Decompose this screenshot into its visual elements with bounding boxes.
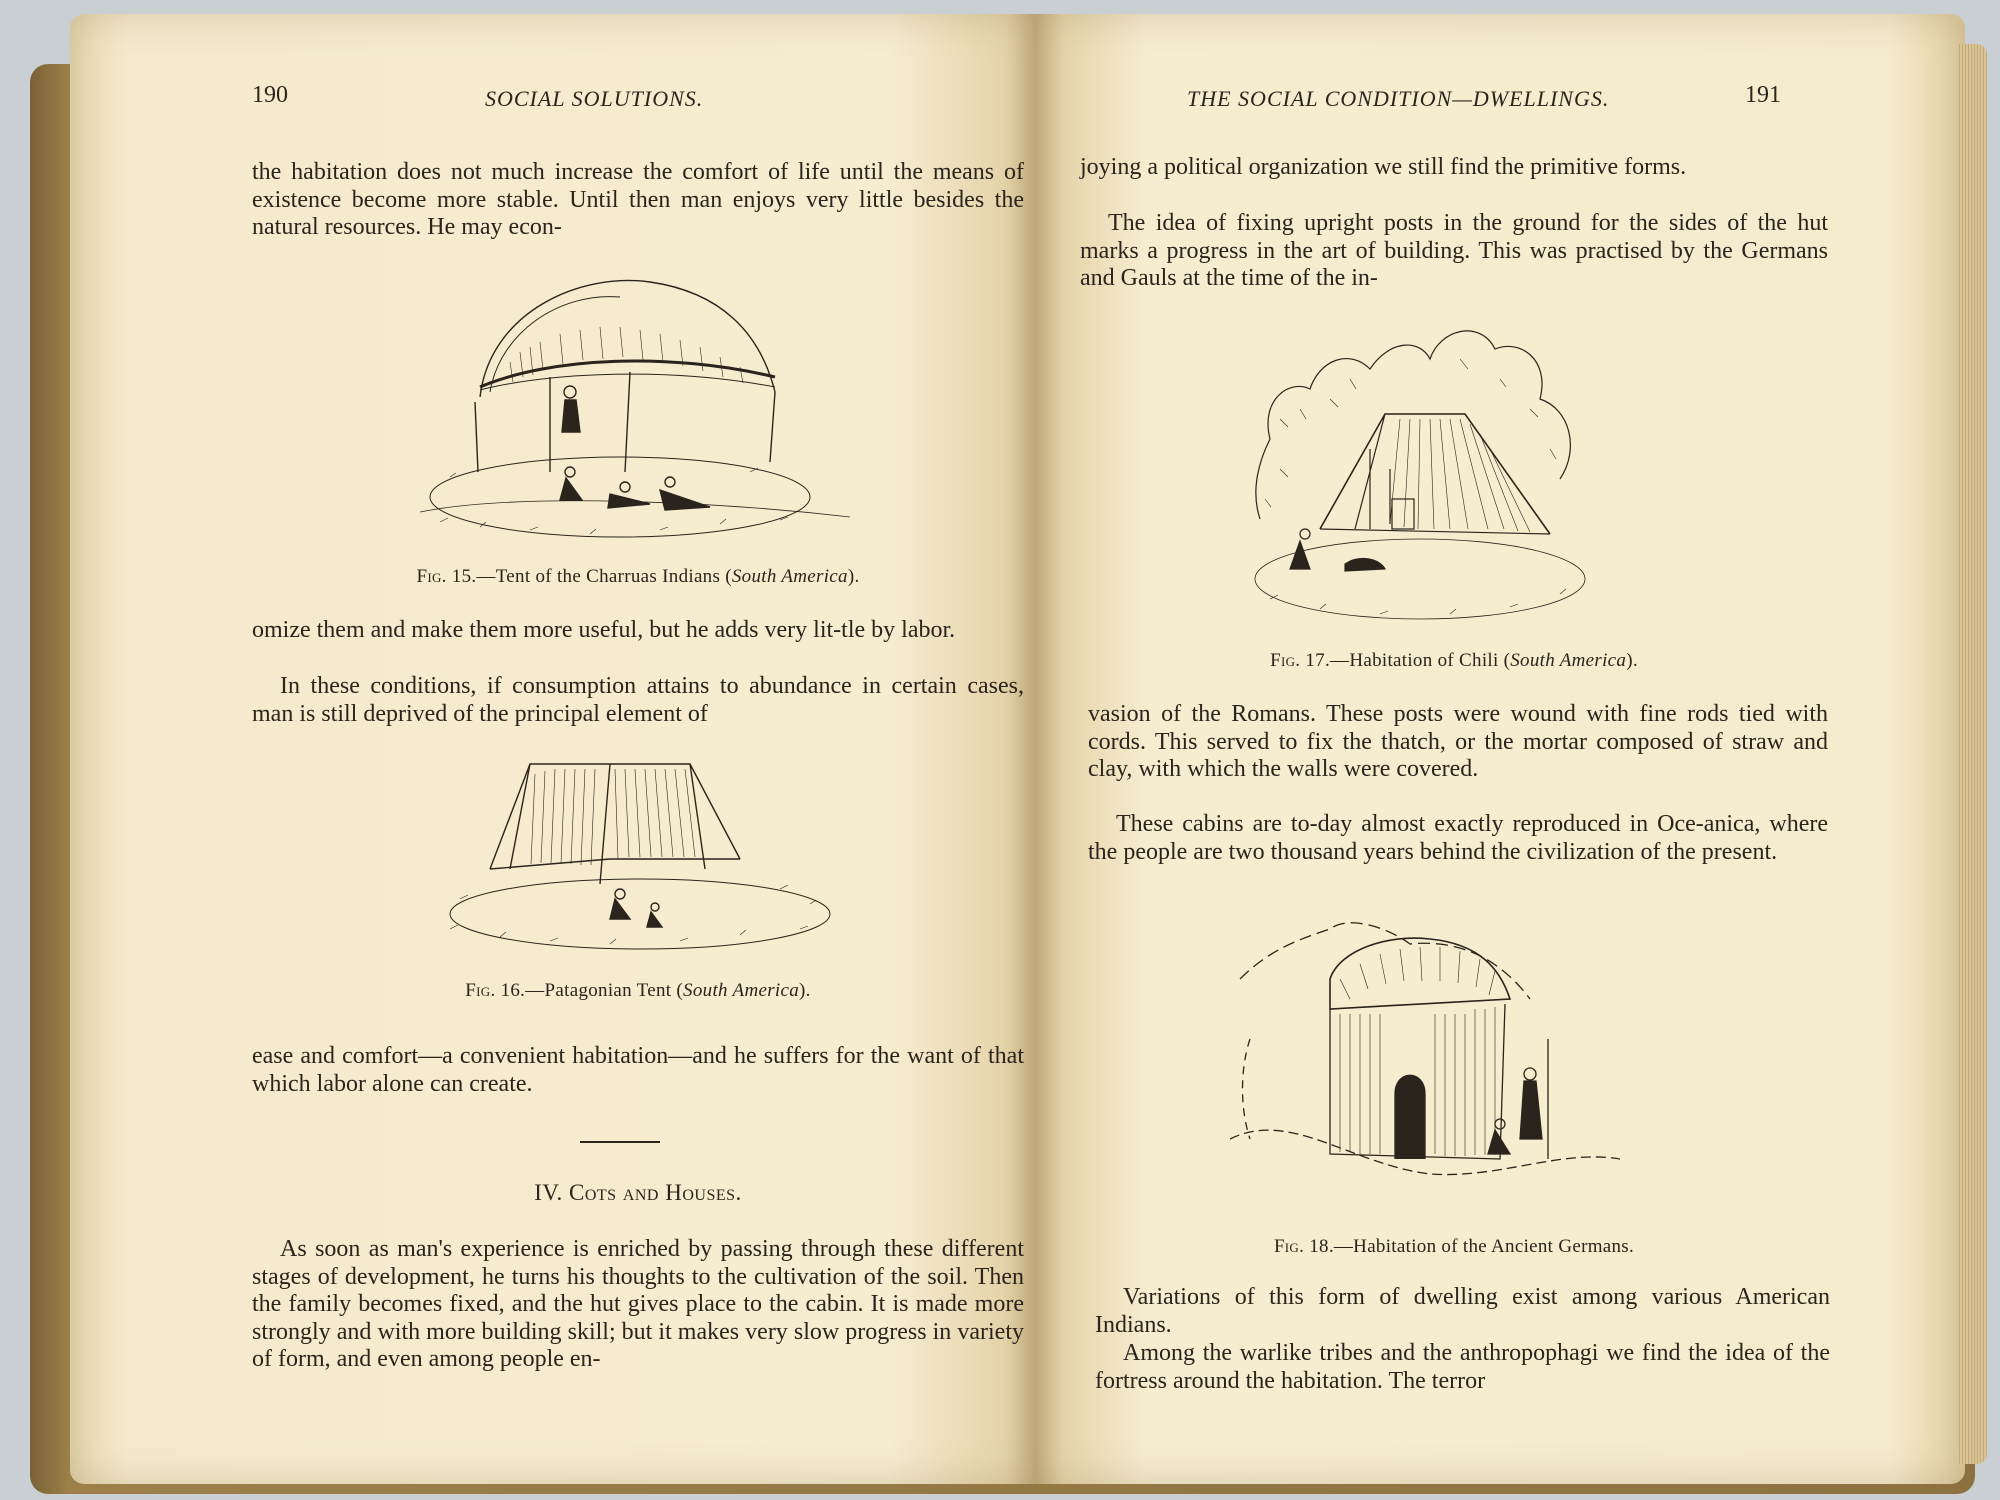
fig16-text: —Patagonian Tent ( (525, 980, 684, 1001)
left-page (70, 14, 1035, 1484)
fig16-close: ). (799, 980, 811, 1001)
paragraph-1-left: the habitation does not much increase the comfort of life until the means of existence become more stable. Until then man enjoys very little besides the natural resources. He may econ- (252, 159, 1024, 240)
figure-15-charruas-tent (420, 272, 850, 547)
paragraph-3-right: vasion of the Romans. These posts were wound with fine rods tied with cords. This served to fix the thatch, or the mortar composed of straw and clay, with which the walls were covered. (1088, 701, 1828, 782)
paragraph-3-left: In these conditions, if consumption attains to abundance in certain cases, man is still deprived of the principal element of (252, 673, 1024, 727)
fig15-text: —Tent of the Charruas Indians ( (476, 566, 732, 587)
figure-16-caption (252, 980, 1024, 1002)
fig17-close: ). (1626, 650, 1638, 671)
section-divider (580, 1141, 660, 1143)
paragraph-1-right: joying a political organization we still find the primitive forms. (1080, 154, 1687, 180)
fig16-label: Fig. 16. (465, 980, 526, 1001)
paragraph-4-right: These cabins are to-day almost exactly reproduced in Oce-anica, where the people are two thousand years behind the civilization of the present. (1088, 811, 1828, 865)
fig18-text: —Habitation of the Ancient Germans. (1333, 1236, 1635, 1257)
figure-18-ancient-germans-habitation (1230, 909, 1620, 1209)
fig17-text: —Habitation of Chili ( (1330, 650, 1511, 671)
paragraph-5-left: As soon as man's experience is enriched by passing through these different stages of development, he turns his thoughts to the cultivation of the soil. Then the family becomes fixed, and the hut gives place to the cabin. It is made more strongly and with more building skill; but it makes very slow progress in variety of form, and even among people en- (252, 1236, 1024, 1372)
page-number-right: 191 (1745, 82, 1781, 108)
page-number-left: 190 (252, 82, 288, 108)
paragraph-2-left: omize them and make them more useful, but he adds very lit-tle by labor. (252, 617, 956, 643)
running-title-right: THE SOCIAL CONDITION—DWELLINGS. (1187, 86, 1610, 111)
figure-15-caption (252, 566, 1024, 588)
paragraph-2-right: The idea of fixing upright posts in the ground for the sides of the hut marks a progress in the art of building. This was practised by the Germans and Gauls at the time of the in- (1080, 210, 1828, 291)
figure-17-caption (1080, 650, 1828, 672)
fig15-close: ). (847, 566, 860, 587)
right-page (1035, 14, 1965, 1484)
running-title-left: SOCIAL SOLUTIONS. (485, 86, 704, 111)
figure-16-patagonian-tent (440, 749, 840, 959)
fig15-label: Fig. 15. (416, 566, 477, 587)
figure-17-chili-habitation (1250, 319, 1590, 639)
figure-18-caption (1080, 1236, 1828, 1258)
fig17-place: South America (1510, 650, 1627, 671)
section-heading: IV. Cots and Houses. (534, 1180, 742, 1205)
paragraph-5-right: Variations of this form of dwelling exist among various American Indians. (1095, 1284, 1830, 1338)
paragraph-4-left: ease and comfort—a convenient habitation—and he suffers for the want of that which labor alone can create. (252, 1043, 1024, 1097)
fig16-place: South America (683, 980, 799, 1001)
fig18-label: Fig. 18. (1273, 1236, 1334, 1257)
open-book (30, 14, 1975, 1489)
fig17-label: Fig. 17. (1270, 650, 1331, 671)
paragraph-6-right: Among the warlike tribes and the anthropophagi we find the idea of the fortress around the habitation. The terror (1095, 1340, 1830, 1394)
page-edges (1957, 44, 1987, 1464)
fig15-place: South America (731, 566, 848, 587)
